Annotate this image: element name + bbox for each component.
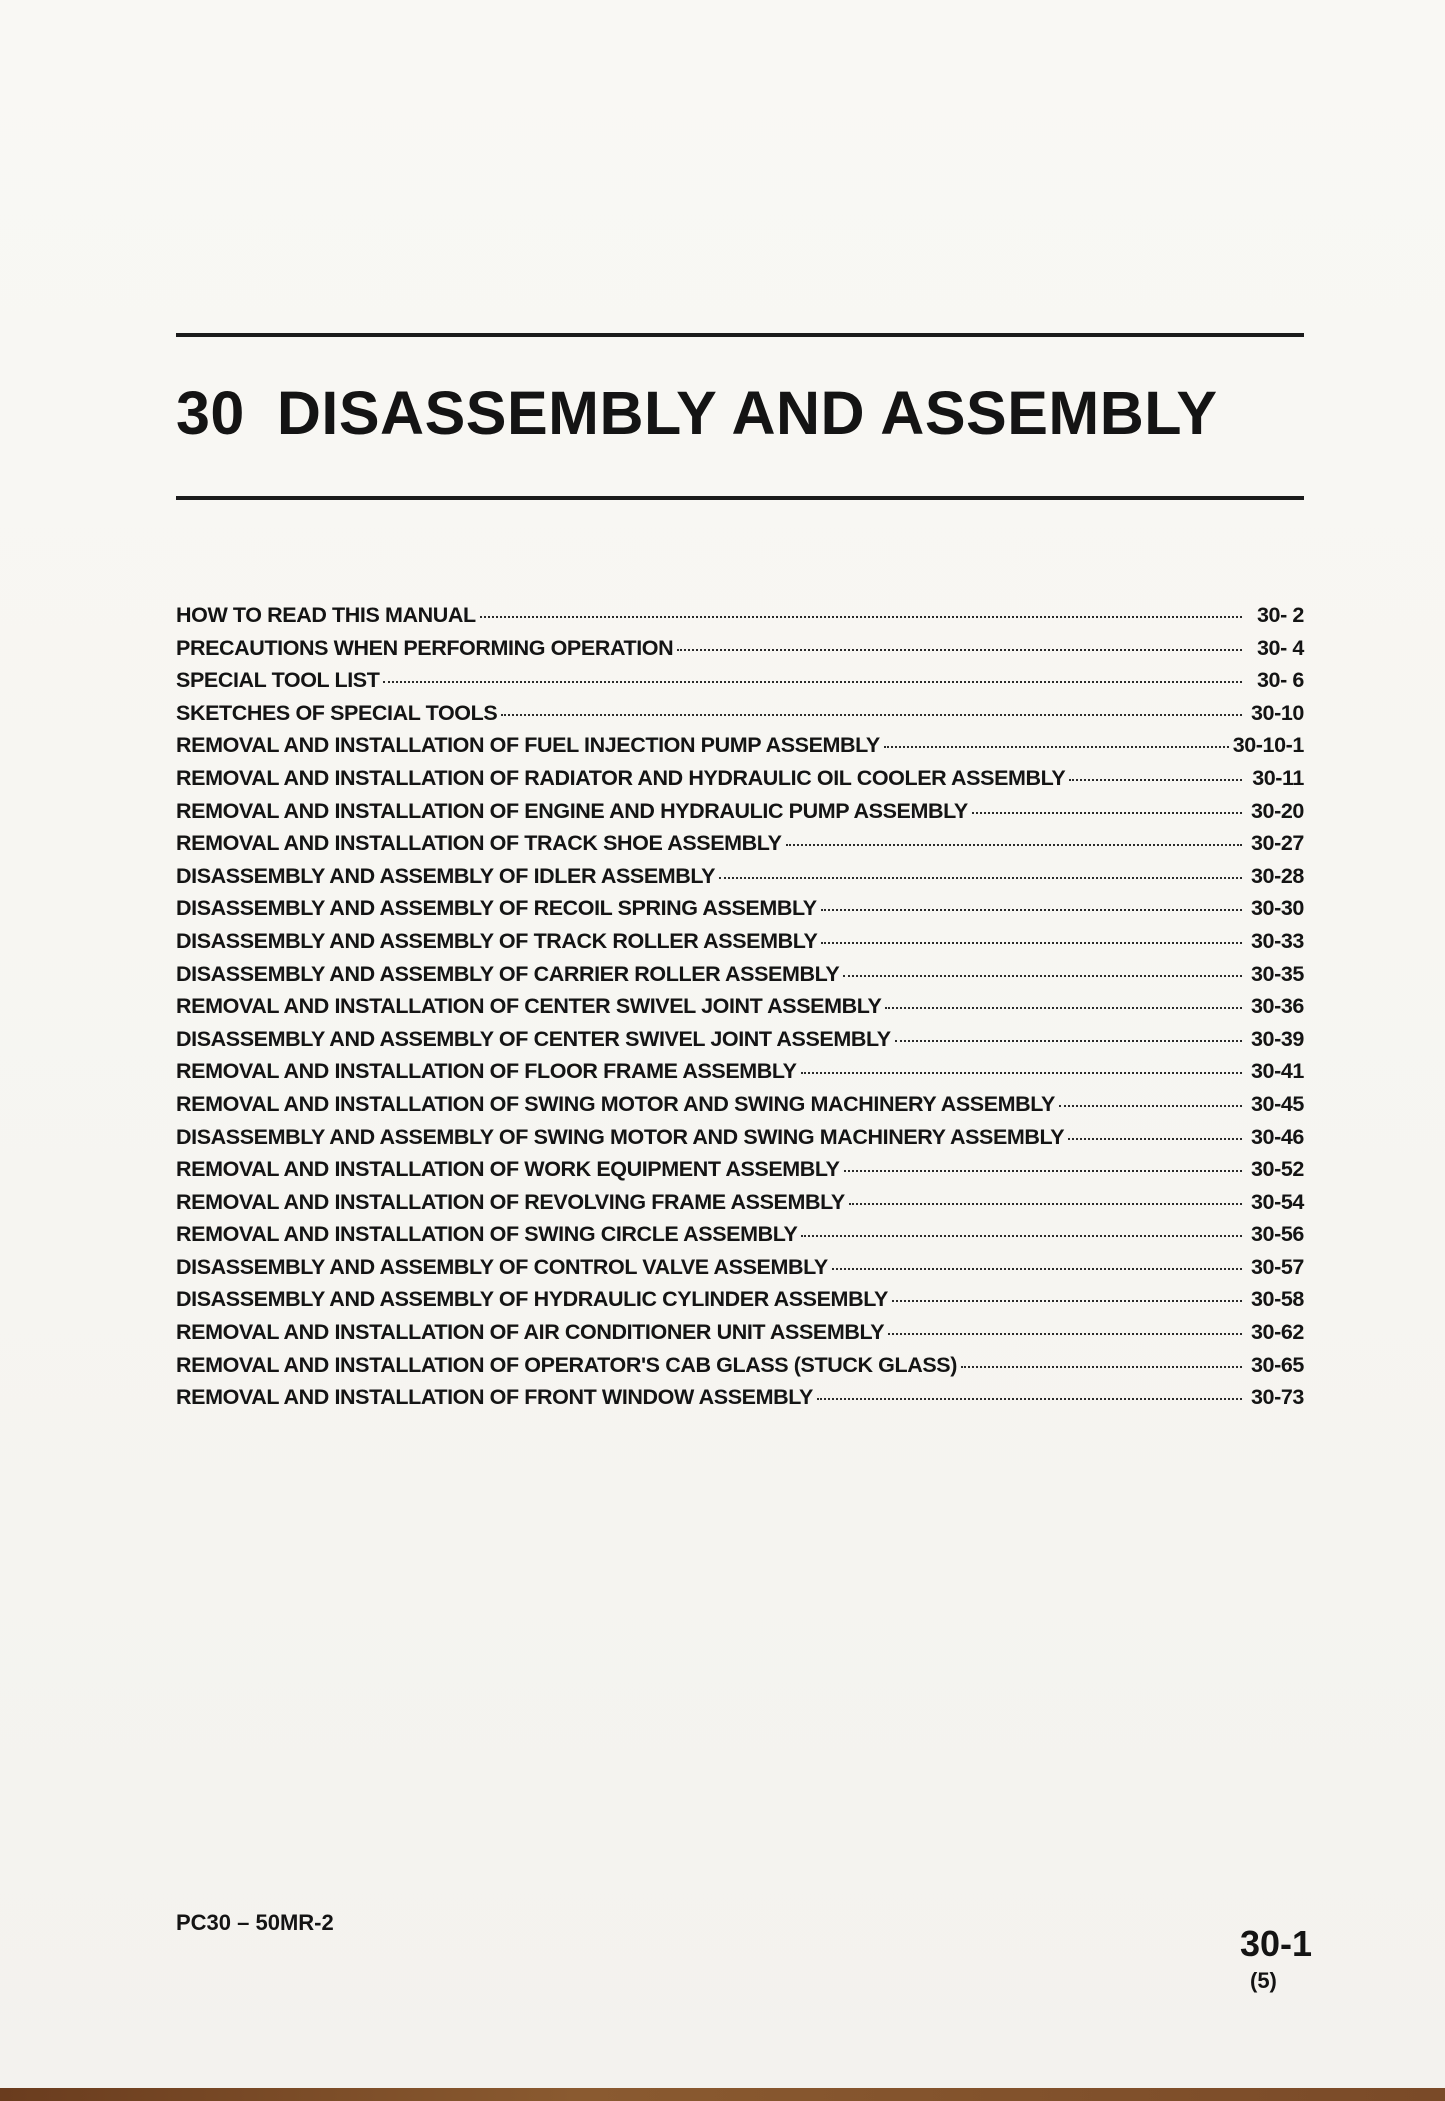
toc-dot-leader xyxy=(801,1072,1242,1074)
toc-dot-leader xyxy=(884,746,1229,748)
toc-entry xyxy=(176,1190,1304,1223)
toc-entry xyxy=(176,1027,1304,1060)
toc-dot-leader xyxy=(786,844,1242,846)
toc-entry-page: 30-52 xyxy=(1251,1157,1304,1182)
toc-entry xyxy=(176,962,1304,995)
toc-entry-title: REMOVAL AND INSTALLATION OF SWING CIRCLE ASSEMBLY xyxy=(176,1222,798,1247)
toc-entry-page: 30-65 xyxy=(1251,1352,1304,1377)
toc-entry-title: REMOVAL AND INSTALLATION OF WORK EQUIPMENT ASSEMBLY xyxy=(176,1157,840,1182)
toc-entry xyxy=(176,994,1304,1027)
toc-entry xyxy=(176,831,1304,864)
toc-dot-leader xyxy=(892,1300,1242,1302)
toc-entry-page: 30-54 xyxy=(1251,1189,1304,1214)
toc-entry xyxy=(176,896,1304,929)
toc-entry xyxy=(176,1287,1304,1320)
toc-entry xyxy=(176,603,1304,636)
toc-entry xyxy=(176,1157,1304,1190)
footer-model: PC30 – 50MR-2 xyxy=(176,1910,334,1935)
toc-entry-page: 30-41 xyxy=(1251,1059,1304,1084)
toc-entry-title: REMOVAL AND INSTALLATION OF ENGINE AND HYDRAULIC PUMP ASSEMBLY xyxy=(176,798,968,823)
toc-dot-leader xyxy=(888,1333,1242,1335)
footer-revision: (5) xyxy=(1250,1968,1277,1993)
toc-entry xyxy=(176,636,1304,669)
toc-dot-leader xyxy=(821,942,1242,944)
toc-entry-page: 30-35 xyxy=(1251,961,1304,986)
toc-dot-leader xyxy=(719,877,1242,879)
toc-dot-leader xyxy=(843,975,1242,977)
toc-dot-leader xyxy=(801,1235,1242,1237)
title-top-rule xyxy=(176,333,1304,337)
toc-entry-page: 30- 4 xyxy=(1256,635,1304,660)
toc-dot-leader xyxy=(1069,779,1242,781)
toc-entry-page: 30-20 xyxy=(1251,798,1304,823)
toc-entry-title: DISASSEMBLY AND ASSEMBLY OF CARRIER ROLLER ASSEMBLY xyxy=(176,961,840,986)
toc-entry-title: DISASSEMBLY AND ASSEMBLY OF IDLER ASSEMBLY xyxy=(176,863,716,888)
toc-entry-title: SKETCHES OF SPECIAL TOOLS xyxy=(176,700,498,725)
toc-entry-page: 30-30 xyxy=(1251,896,1304,921)
toc-entry-title: REMOVAL AND INSTALLATION OF TRACK SHOE ASSEMBLY xyxy=(176,831,782,856)
toc-entry-page: 30-58 xyxy=(1251,1287,1304,1312)
footer-page-number: 30-1 xyxy=(1240,1923,1313,1964)
toc-entry xyxy=(176,668,1304,701)
toc-entry-title: REMOVAL AND INSTALLATION OF RADIATOR AND HYDRAULIC OIL COOLER ASSEMBLY xyxy=(176,765,1066,790)
toc-entry-page: 30-46 xyxy=(1251,1124,1304,1149)
toc-dot-leader xyxy=(1068,1138,1242,1140)
toc-dot-leader xyxy=(817,1398,1242,1400)
toc-dot-leader xyxy=(849,1203,1242,1205)
scan-edge-background xyxy=(0,2088,1445,2101)
toc-entry-page: 30-10-1 xyxy=(1232,733,1304,758)
chapter-number: 30 xyxy=(176,379,245,447)
toc-entry xyxy=(176,929,1304,962)
toc-entry-page: 30- 6 xyxy=(1256,668,1304,693)
toc-entry-page: 30-39 xyxy=(1251,1026,1304,1051)
title-bottom-rule xyxy=(176,496,1304,500)
toc-entry-title: REMOVAL AND INSTALLATION OF SWING MOTOR AND SWING MACHINERY ASSEMBLY xyxy=(176,1091,1055,1116)
toc-dot-leader xyxy=(480,616,1242,618)
toc-dot-leader xyxy=(1059,1105,1242,1107)
toc-entry xyxy=(176,1353,1304,1386)
toc-dot-leader xyxy=(972,812,1242,814)
toc-entry xyxy=(176,799,1304,832)
chapter-title-text: DISASSEMBLY AND ASSEMBLY xyxy=(276,379,1218,447)
toc-entry-title: REMOVAL AND INSTALLATION OF REVOLVING FRAME ASSEMBLY xyxy=(176,1189,845,1214)
toc-entry-page: 30-56 xyxy=(1251,1222,1304,1247)
toc-entry xyxy=(176,1059,1304,1092)
toc-entry xyxy=(176,1222,1304,1255)
toc-dot-leader xyxy=(885,1007,1242,1009)
toc-entry-page: 30-57 xyxy=(1251,1254,1304,1279)
toc-entry-page: 30-45 xyxy=(1251,1091,1304,1116)
toc-dot-leader xyxy=(895,1040,1242,1042)
toc-dot-leader xyxy=(501,714,1242,716)
toc-entry-title: DISASSEMBLY AND ASSEMBLY OF CONTROL VALVE ASSEMBLY xyxy=(176,1254,828,1279)
chapter-title xyxy=(176,378,1304,448)
toc-entry-title: REMOVAL AND INSTALLATION OF OPERATOR'S CAB GLASS (STUCK GLASS) xyxy=(176,1352,957,1377)
toc-dot-leader xyxy=(832,1268,1242,1270)
toc-entry-title: REMOVAL AND INSTALLATION OF FRONT WINDOW ASSEMBLY xyxy=(176,1385,813,1410)
toc-entry-title: DISASSEMBLY AND ASSEMBLY OF RECOIL SPRING ASSEMBLY xyxy=(176,896,817,921)
toc-entry xyxy=(176,1320,1304,1353)
toc-entry-title: HOW TO READ THIS MANUAL xyxy=(176,603,476,627)
toc-entry-page: 30-73 xyxy=(1251,1385,1304,1410)
toc-entry-title: REMOVAL AND INSTALLATION OF FLOOR FRAME ASSEMBLY xyxy=(176,1059,797,1084)
table-of-contents xyxy=(176,603,1304,1418)
toc-entry xyxy=(176,701,1304,734)
toc-entry-page: 30-28 xyxy=(1251,863,1304,888)
toc-dot-leader xyxy=(383,681,1242,683)
toc-entry xyxy=(176,766,1304,799)
toc-entry xyxy=(176,1092,1304,1125)
toc-entry-title: REMOVAL AND INSTALLATION OF FUEL INJECTION PUMP ASSEMBLY xyxy=(176,733,880,758)
toc-entry-page: 30- 2 xyxy=(1256,603,1304,627)
toc-entry-page: 30-33 xyxy=(1251,928,1304,953)
toc-entry xyxy=(176,1255,1304,1288)
toc-entry xyxy=(176,1385,1304,1418)
toc-dot-leader xyxy=(961,1366,1242,1368)
toc-entry-title: DISASSEMBLY AND ASSEMBLY OF TRACK ROLLER ASSEMBLY xyxy=(176,928,818,953)
toc-entry-title: PRECAUTIONS WHEN PERFORMING OPERATION xyxy=(176,635,674,660)
toc-entry-page: 30-10 xyxy=(1251,700,1304,725)
toc-entry-page: 30-27 xyxy=(1251,831,1304,856)
toc-entry-title: REMOVAL AND INSTALLATION OF CENTER SWIVEL JOINT ASSEMBLY xyxy=(176,994,882,1019)
toc-dot-leader xyxy=(821,909,1242,911)
toc-entry-title: REMOVAL AND INSTALLATION OF AIR CONDITIONER UNIT ASSEMBLY xyxy=(176,1320,885,1345)
toc-entry xyxy=(176,864,1304,897)
toc-entry-title: SPECIAL TOOL LIST xyxy=(176,668,380,693)
toc-dot-leader xyxy=(844,1170,1242,1172)
toc-dot-leader xyxy=(677,649,1242,651)
toc-entry-page: 30-62 xyxy=(1251,1320,1304,1345)
toc-entry xyxy=(176,1125,1304,1158)
toc-entry-title: DISASSEMBLY AND ASSEMBLY OF SWING MOTOR AND SWING MACHINERY ASSEMBLY xyxy=(176,1124,1065,1149)
toc-entry-page: 30-11 xyxy=(1252,765,1304,790)
toc-entry-title: DISASSEMBLY AND ASSEMBLY OF CENTER SWIVEL JOINT ASSEMBLY xyxy=(176,1026,891,1051)
toc-entry-page: 30-36 xyxy=(1251,994,1304,1019)
toc-entry xyxy=(176,733,1304,766)
toc-entry-title: DISASSEMBLY AND ASSEMBLY OF HYDRAULIC CYLINDER ASSEMBLY xyxy=(176,1287,888,1312)
